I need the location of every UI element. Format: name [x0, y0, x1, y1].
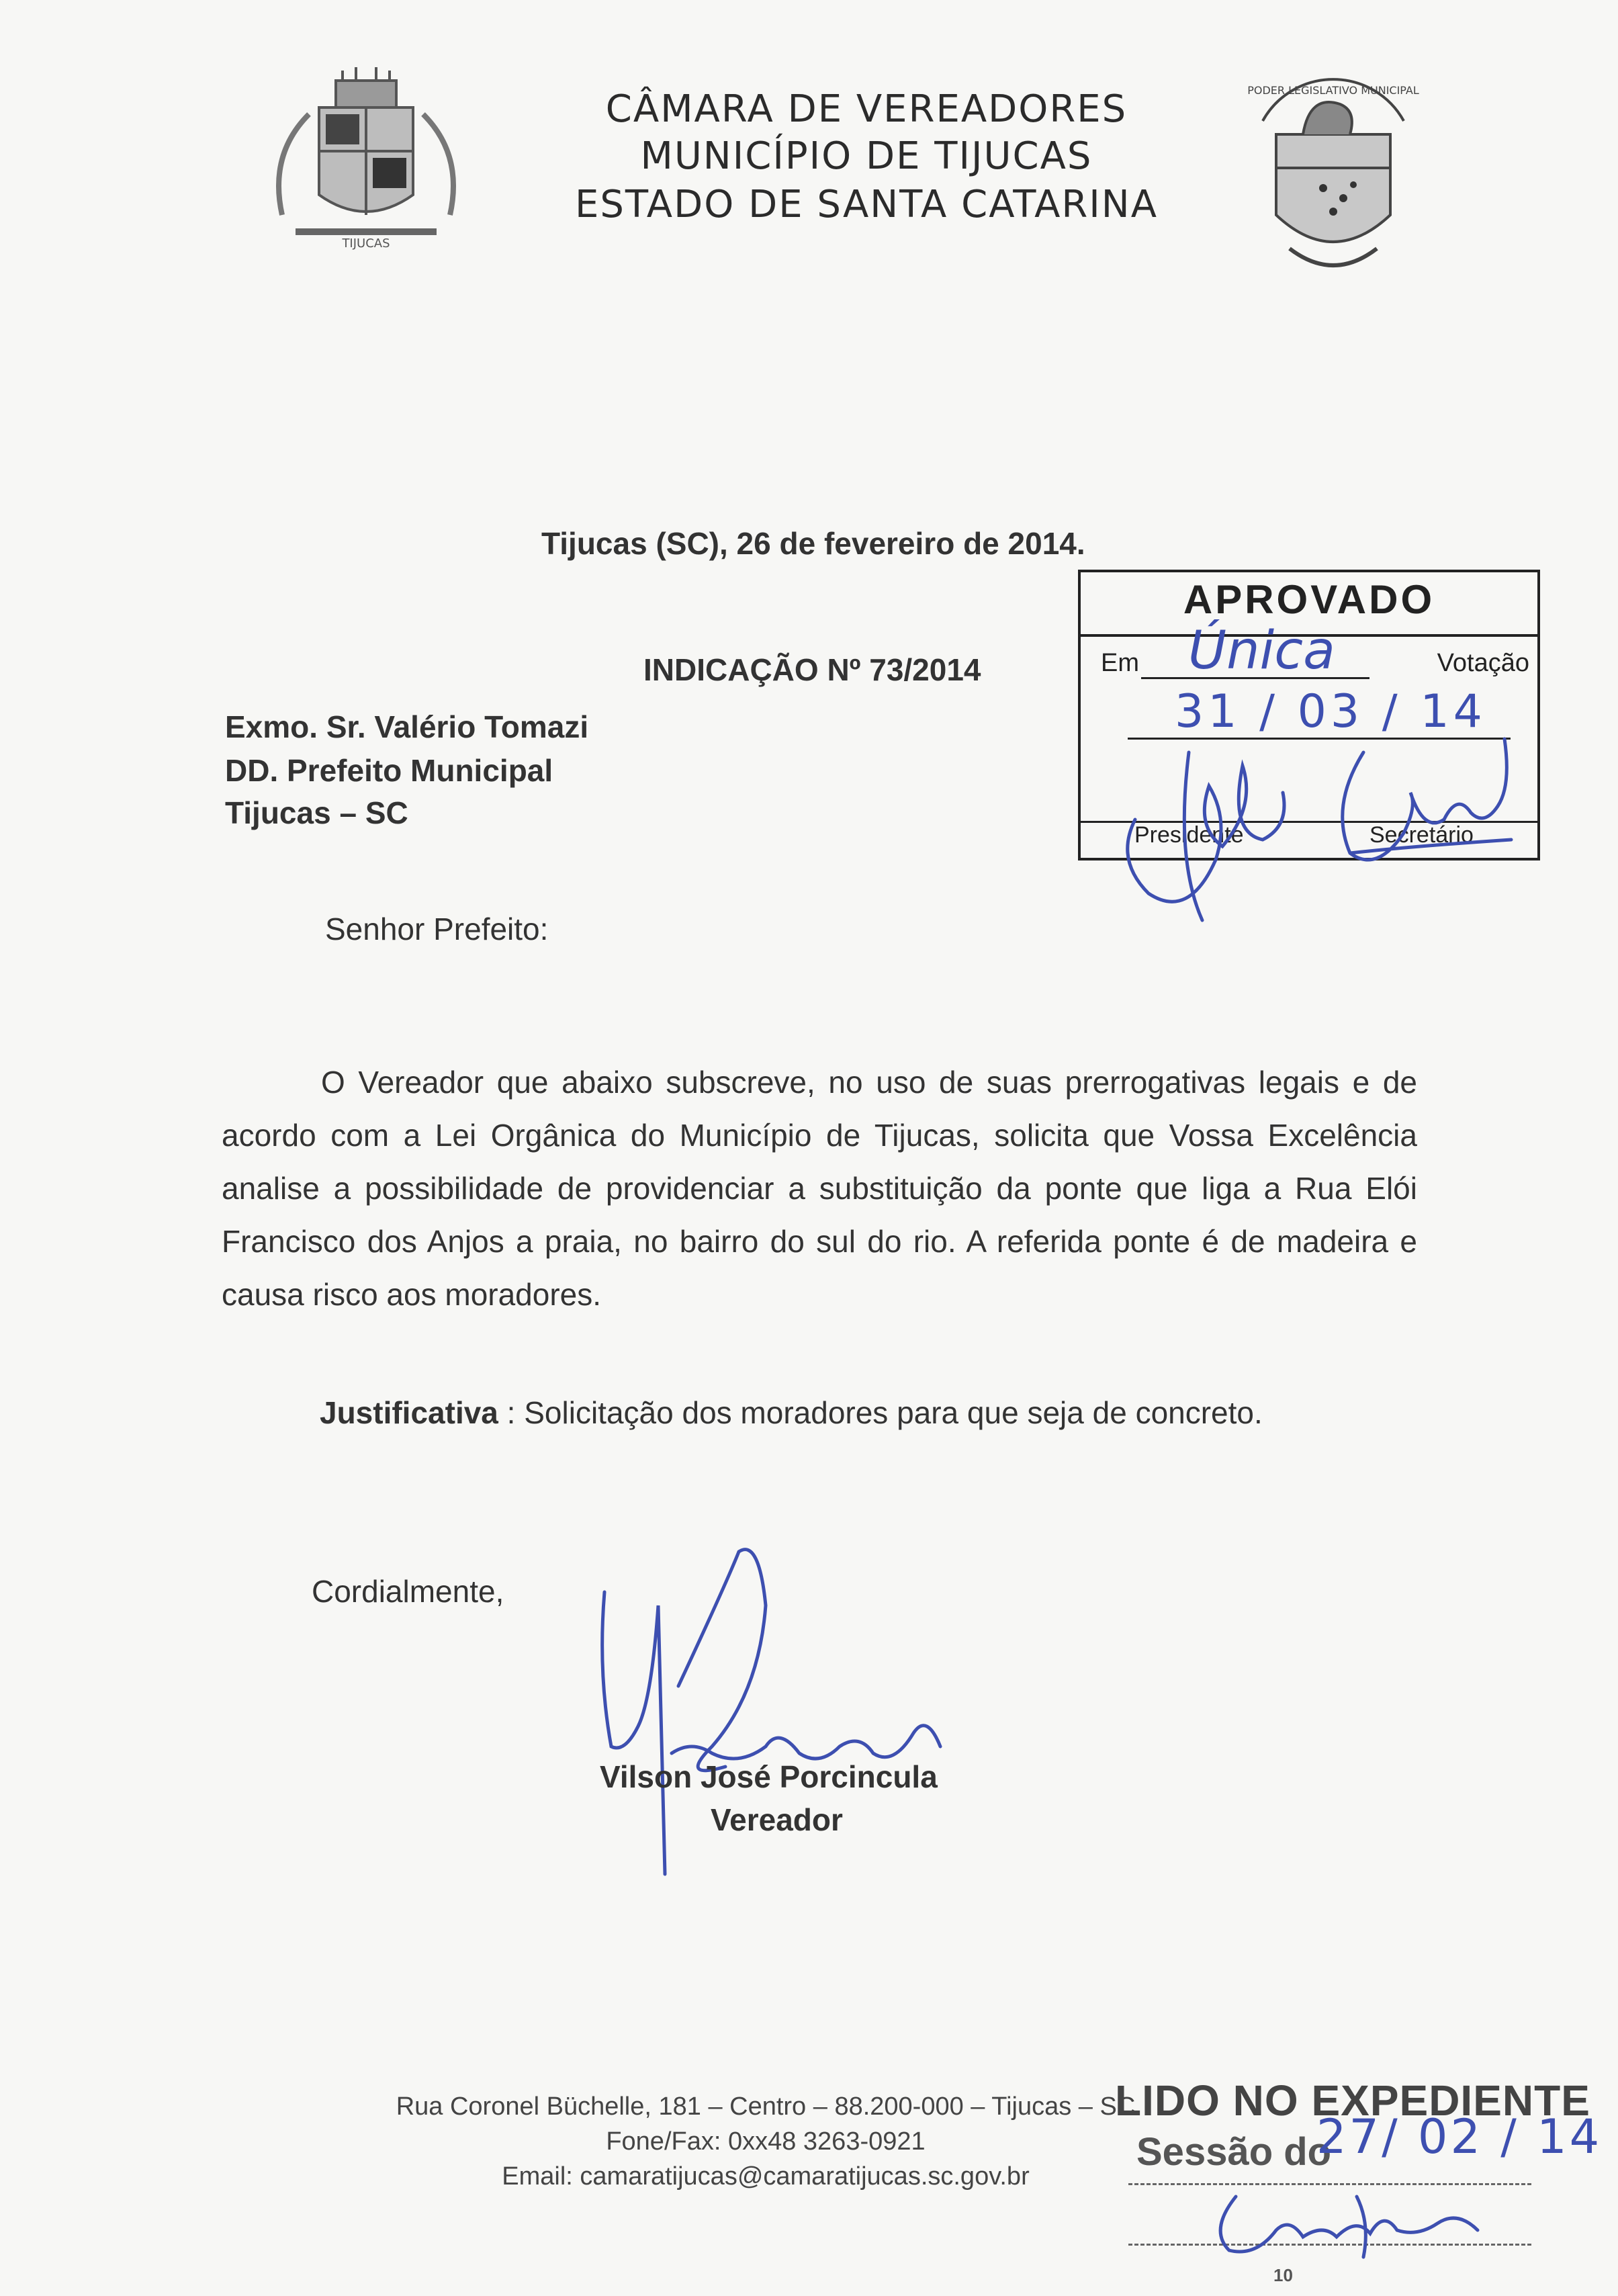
lido-signature-icon — [1196, 2170, 1518, 2264]
header-line-3: ESTADO DE SANTA CATARINA — [574, 183, 1158, 226]
lido-handwritten-date: 27/ 02 / 14 — [1316, 2109, 1603, 2164]
dateline: Tijucas (SC), 26 de fevereiro de 2014. — [541, 526, 1085, 561]
presidente-signature-icon — [1108, 725, 1337, 927]
justification-label: Justificativa — [320, 1395, 498, 1430]
stamp-presidente-label: Presidente — [1134, 822, 1244, 848]
justification-text: : Solicitação dos moradores para que seja de concreto. — [498, 1395, 1263, 1430]
justification — [320, 1395, 1263, 1431]
footer-phone: Fone/Fax: 0xx48 3263-0921 — [606, 2127, 926, 2156]
lido-stamp-title: LIDO NO EXPEDIENTE — [1115, 2076, 1590, 2125]
signer-name: Vilson José Porcincula — [600, 1759, 938, 1794]
lido-sessao-label: Sessão do — [1136, 2130, 1332, 2174]
seal-text: PODER LEGISLATIVO MUNICIPAL — [1247, 84, 1419, 97]
svg-text:TIJUCAS: TIJUCAS — [342, 236, 390, 251]
signer-role: Vereador — [711, 1802, 843, 1837]
header-line-1: CÂMARA DE VEREADORES — [605, 87, 1128, 131]
stamp-votacao-label: Votação — [1437, 649, 1529, 677]
stamp-em-label: Em — [1101, 649, 1139, 677]
footer — [376, 2089, 1155, 2194]
stamp-secretario-label: Secretário — [1369, 822, 1474, 848]
tijucas-coat-of-arms-icon — [255, 60, 477, 255]
addressee-name: Exmo. Sr. Valério Tomazi — [225, 709, 589, 744]
salutation: Senhor Prefeito: — [325, 912, 549, 946]
indicacao-number: INDICAÇÃO Nº 73/2014 — [643, 652, 981, 687]
vereador-signature-icon — [578, 1525, 1007, 1901]
body-paragraph: O Vereador que abaixo subscreve, no uso de suas prerrogativas legais e de acordo com a Lei Orgânica do Município de Tijucas, solicita que Vossa Excelência analise a possibilidade de providenciar a substituição da ponte que liga a Rua Elói Francisco dos Anjos a praia, no bairro do sul do rio. A referida ponte é de madeira e causa risco aos moradores. — [222, 1065, 1417, 1312]
secretario-signature-icon — [1310, 712, 1531, 887]
stamp-title: APROVADO — [1183, 577, 1435, 622]
closing: Cordialmente, — [312, 1574, 504, 1609]
header-line-2: MUNICÍPIO DE TIJUCAS — [640, 134, 1093, 178]
stamp-handwritten-vote: Única — [1188, 621, 1335, 681]
footer-email: Email: camaratijucas@camaratijucas.sc.gov.br — [502, 2162, 1030, 2191]
poder-legislativo-seal-icon — [1249, 67, 1417, 289]
footer-address: Rua Coronel Büchelle, 181 – Centro – 88.200-000 – Tijucas – SC — [396, 2092, 1136, 2121]
page-number: 10 — [1273, 2265, 1293, 2285]
addressee-title: DD. Prefeito Municipal — [225, 753, 553, 788]
addressee-city: Tijucas – SC — [225, 795, 408, 830]
stamp-handwritten-date: 31 / 03 / 14 — [1175, 685, 1486, 738]
